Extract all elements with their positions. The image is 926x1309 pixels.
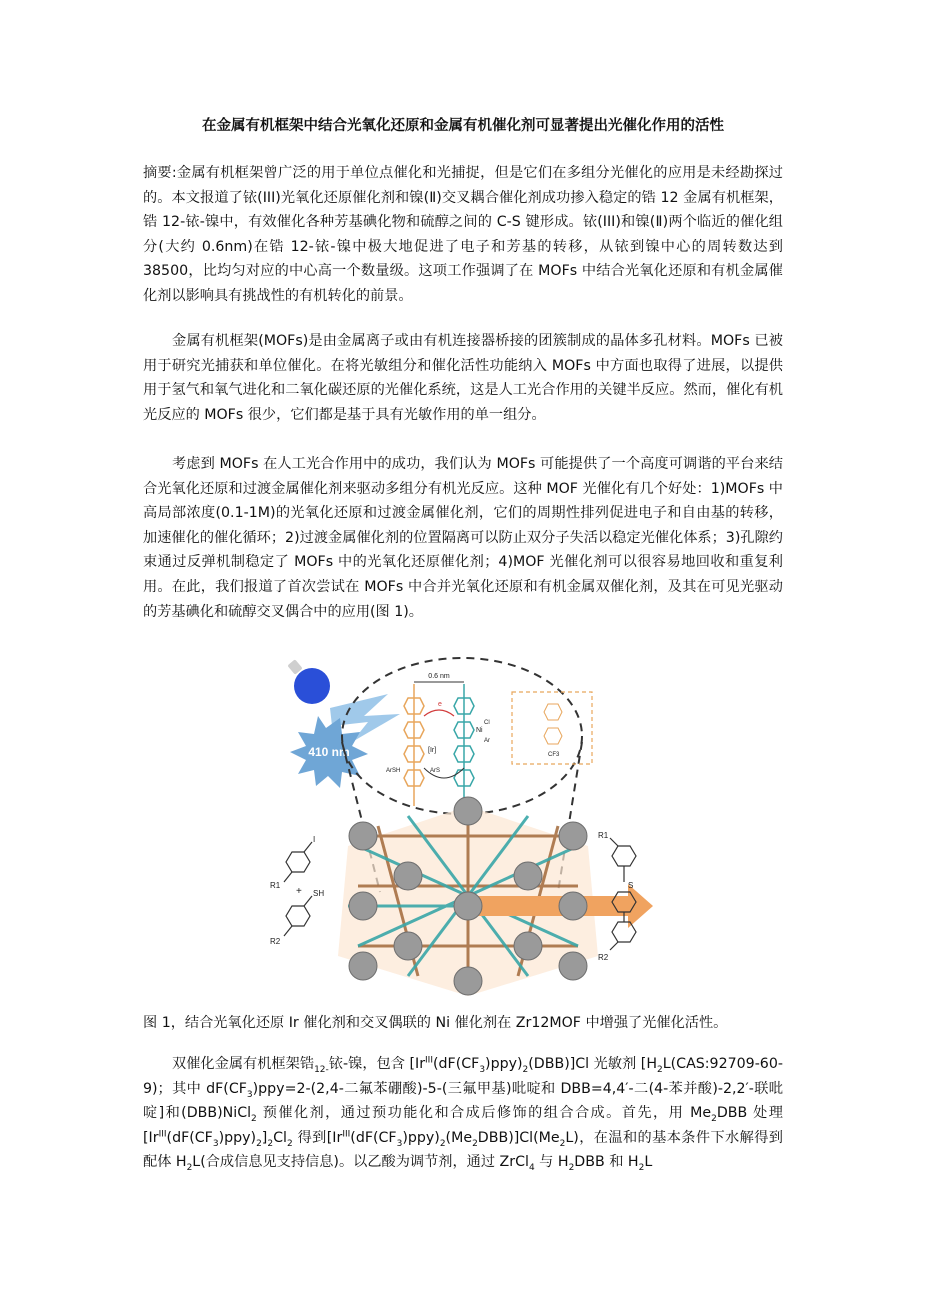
electron-transfer-arrow [424,710,454,716]
body-paragraph-2: 考虑到 MOFs 在人工光合作用中的成功，我们认为 MOFs 可能提供了一个高度可调谐的平台来结合光氧化还原和过渡金属催化剂来驱动多组分有机光反应。这种 MOF 光催化有几个好处：1)MOFs 中高局部浓度(0.1-1M)的光氧化还原和过渡金属催化剂，它们的周期性排列促进电子和自由基的转移，加速催化的催化循环；2)过渡金属催化剂的位置隔离可以防止双分子失活以稳定光催化体系；3)孔隙约束通过反弹机制稳定了 MOFs 中的光氧化还原催化剂；4)MOF 光催化剂可以很容易地回收和重复利用。在此，我们报道了首次尝试在 MOFs 中合并光氧化还原和有机金属双催化剂，及其在可见光驱动的芳基碘化和硫醇交叉偶合中的应用(图 1)。 [143,456,783,620]
light-bulb-icon [287,659,330,704]
r2-reactant-label: R2 [270,937,281,946]
ars-label: ArS [430,768,441,774]
sh-label: SH [313,889,325,898]
figure-1-mof-illustration [268,656,656,1001]
cl-label: Cl [484,720,490,726]
electron-label: e [438,701,442,708]
mof-framework [338,797,653,996]
plus-label: + [296,886,302,897]
wavelength-label: 410 nm [308,745,350,759]
abstract-paragraph: 摘要:金属有机框架曾广泛的用于单位点催化和光捕捉，但是它们在多组分光催化的应用是未经勘探过的。本文报道了铱(III)光氧化还原催化剂和镍(Ⅱ)交叉耦合催化剂成功掺入稳定的锆 12 金属有机框架，锆 12-铱-镍中，有效催化各种芳基碘化物和硫醇之间的 C-S 键形成。铱(III)和镍(Ⅱ)两个临近的催化组分(大约 0.6nm)在锆 12-铱-镍中极大地促进了电子和芳基的转移，从铱到镍中心的周转数达到 38500，比均匀对应的中心高一个数量级。这项工作强调了在 MOFs 中结合光氧化还原和有机金属催化剂以影响具有挑战性的有机转化的前景。 [143,165,783,304]
cf3-label: CF3 [548,752,560,758]
ir-linker [404,684,424,806]
ir-label: [Ir] [428,747,437,754]
zoom-ellipse [342,658,582,814]
ni-linker [454,684,474,806]
r1-reactant-label: R1 [270,881,281,890]
arsh-label: ArSH [386,768,401,774]
iodo-label: I [313,835,316,844]
r1-product-label: R1 [598,831,609,840]
ni-label: Ni [476,727,483,734]
r2-product-label: R2 [598,953,609,962]
distance-label: 0.6 nm [428,673,450,680]
page-title: 在金属有机框架中结合光氧化还原和金属有机催化剂可显著提出光催化作用的活性 [202,118,724,134]
body-paragraph-4: 双催化金属有机框架锆$_{12-}$铱-镍，包含 $[Ir^{III}(dF(CF_3)ppy)_2(DBB)]Cl$ 光敏剂 [$H_2L(CAS:92709-60-9)$；其中 $dF(CF_3)ppy=2-(2,4-$二氟苯硼酸)-5-(三氟甲基)吡啶和 DBB=4,4′-二(4-苯并酸)-2,2′-联吡啶]和(DBB)NiCl$_2$ 预催化剂，通过预功能化和合成后修饰的组合合成。首先，用 $Me_2DBB$ 处理$[Ir^{III}(dF(CF_3)ppy)_2]_2Cl_2$ 得到$[Ir^{III}(dF(CF_3)ppy)_2(Me_2DBB)]Cl(Me_2L)$，在温和的基本条件下水解得到配体 $H_2L$(合成信息见支持信息)。以乙酸为调节剂，通过 ZrCl$_4$ 与 $H_2DBB$ 和 $H_2L$ [143,1055,783,1174]
ar-label: Ar [484,738,490,744]
figure-caption: 图 1，结合光氧化还原 Ir 催化剂和交叉偶联的 Ni 催化剂在 Zr12MOF 中增强了光催化活性。 [143,1015,728,1031]
s-label: S [628,881,634,890]
body-paragraph-1: 金属有机框架(MOFs)是由金属离子或由有机连接器桥接的团簇制成的晶体多孔材料。MOFs 已被用于研究光捕获和单位催化。在将光敏组分和催化活性功能纳入 MOFs 中方面也取得了进展，以提供用于氢气和氧气进化和二氧化碳还原的光催化系统，这是人工光合作用的关键半反应。然而，催化有机光反应的 MOFs 很少，它们都是基于具有光敏作用的单一组分。 [143,333,783,423]
